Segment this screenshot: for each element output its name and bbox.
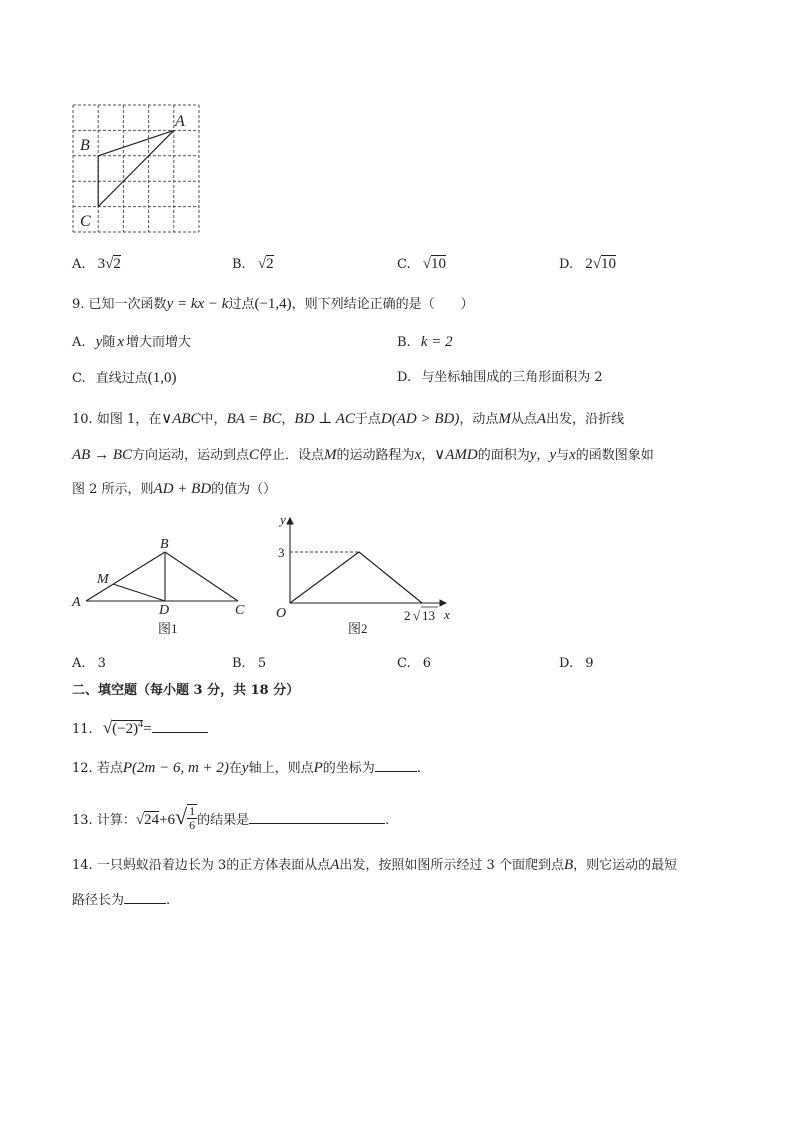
answer-blank[interactable] [152,718,208,733]
option-text: 增大而增大 [126,335,192,350]
q9-option-d[interactable] [397,369,603,387]
radicand: 10 [431,256,446,272]
var-y: y [95,334,103,350]
x-axis-label: x [444,607,450,622]
answer-blank[interactable] [124,889,166,904]
radicand: 10 [600,256,616,272]
label-d: D [159,603,170,618]
x-tick-coef: 2 [404,608,411,623]
fraction [187,804,197,832]
sqrt-sign: √ [135,812,145,828]
q13-text: 的结果是 [197,813,250,828]
q10-math: BD ⊥ AC [294,411,355,427]
segment-md [113,584,165,601]
q12-var: P [313,760,323,776]
q13-period: . [385,813,390,828]
x-tick-radicand: 13 [422,608,435,623]
question-number: 10. [72,412,93,427]
q9-text3: ，则下列结论正确的是（ ） [291,297,474,312]
option-letter: C. [397,656,411,671]
q10-text: 图 2 所示，则 [72,482,154,497]
q11-base: (−2) [112,721,139,737]
series-line [290,552,422,603]
segment-ca [98,130,174,206]
q10-var: y [529,447,537,463]
q9-stem [72,295,474,314]
radicand [112,720,143,737]
option-text: 随 [102,335,116,350]
q10-var: x [569,447,576,463]
q12-period: . [416,761,421,776]
x-tick-sqrt: √ [413,608,421,623]
q10-line2 [72,446,654,465]
option-letter: C. [72,371,86,386]
y-tick-label: 3 [278,545,285,560]
segment-bc [165,552,238,601]
q10-option-a[interactable] [72,655,106,673]
option-value: 6 [422,656,432,671]
q12-text: 的坐标为 [322,761,375,776]
sqrt-sign: √ [175,804,188,829]
label-c: C [80,213,91,230]
option-text: 与坐标轴围成的三角形面积为 2 [421,370,603,385]
q10-math: AD + BD [153,481,212,497]
q10-text: 的运动路程为 [336,448,415,463]
label-a: A [72,595,81,610]
q10-math: ∨ABC [161,411,201,427]
figure-caption: 图1 [158,621,178,636]
q13 [72,803,390,832]
label-a: A [175,113,185,130]
origin-label: O [276,606,287,621]
q13-plus: +6 [159,812,176,828]
q10-text: ， [536,448,550,463]
label-b: B [160,537,169,552]
q10-line3 [72,480,276,499]
q12-math: P(2m − 6, m + 2) [122,760,229,776]
q8-grid-figure [60,96,210,236]
q10-text: 出发，沿折线 [546,412,625,427]
option-value: 3 [97,656,106,671]
radicand: 2 [266,256,274,272]
q11 [72,716,208,739]
q10-var: M [324,447,337,463]
q9-option-a[interactable] [72,333,191,352]
q10-option-d[interactable] [559,655,594,673]
q10-var: C [249,447,260,463]
q9-point: (−1,4) [254,296,292,312]
q10-text: 停止．设点 [259,448,325,463]
q10-text: ， [421,448,435,463]
sqrt-sign: √ [422,256,431,272]
q14-line1 [72,856,677,875]
option-formula: k = 2 [420,334,453,350]
q13-text: 计算： [96,813,136,828]
q14-text: ，则它运动的最短 [573,858,678,873]
label-m: M [97,572,109,587]
q10-text: ， [281,412,295,427]
q9-option-b[interactable] [397,333,453,352]
q10-var: x [414,447,422,463]
q10-figure-2-chart [270,510,460,645]
q9-text2: 过点 [228,297,255,312]
q10-text: 的函数图象如 [575,448,654,463]
q9-formula: y = kx − k [166,296,229,312]
option-letter: D. [559,656,574,671]
q10-math: BA = BC [226,411,282,427]
option-letter: A. [72,656,86,671]
q8-option-d[interactable] [559,255,616,274]
q10-option-c[interactable] [397,655,431,673]
q10-math: ∨AMD [434,447,478,463]
radicand: 2 [113,256,121,272]
option-letter: B. [397,335,411,350]
q12-text: 在 [228,761,242,776]
label-b: B [80,137,90,154]
question-number: 14. [72,858,93,873]
q10-text: 与 [556,448,570,463]
q8-option-b[interactable] [232,255,274,274]
numerator: 1 [189,803,196,818]
q14-var: B [563,857,574,873]
q10-figure-1 [66,532,262,644]
question-number: 9. [72,297,85,312]
option-letter: A. [72,335,86,350]
coef: 2 [585,256,593,272]
q11-exponent: 4 [138,719,144,730]
q10-var: M [498,411,511,427]
label-c: C [235,603,245,618]
q12-text: 若点 [96,761,123,776]
answer-blank[interactable] [375,757,417,772]
q10-math: D(AD > BD) [380,411,460,427]
option-point: (1,0) [147,370,177,386]
q10-math: AB → BC [72,447,132,463]
question-number: 11. [72,722,93,737]
q14-var: A [330,857,340,873]
q9-option-c[interactable] [72,369,177,388]
q14-line2 [72,889,170,910]
q10-text: 的面积为 [477,448,530,463]
figure-caption: 图2 [348,621,368,636]
q8-option-a[interactable] [72,255,121,274]
question-number: 12. [72,761,93,776]
sqrt-sign: √ [257,256,267,272]
q10-option-b[interactable] [232,655,266,673]
radicand: 24 [144,812,160,828]
option-letter: D. [559,257,574,272]
q14-text: 路径长为 [72,893,125,908]
q10-text: 如图 1，在 [96,412,162,427]
option-letter: B. [232,656,246,671]
q10-text: 于点 [354,412,381,427]
q10-var: A [536,411,547,427]
sqrt-sign: √ [592,256,601,272]
option-value: 9 [585,656,594,671]
q10-text: 方向运动，运动到点 [132,448,250,463]
question-number: 13. [72,813,93,828]
denominator: 6 [189,817,196,832]
segment-ab [98,130,174,155]
sqrt-sign: √ [105,256,114,272]
q10-text: ，动点 [459,412,499,427]
q10-text: 的值为（） [211,482,277,497]
option-letter: D. [397,370,412,385]
q8-option-c[interactable] [397,255,446,274]
option-value: 5 [257,656,267,671]
q14-text: 出发，按照如图所示经过 3 个面爬到点 [339,858,564,873]
q14-period: . [166,893,171,908]
q12-var: y [241,760,249,776]
q10-var: y [549,447,557,463]
q9-text1: 已知一次函数 [88,297,167,312]
q10-text: 从点 [510,412,537,427]
option-letter: C. [397,257,411,272]
q10-text: 中， [200,412,227,427]
option-letter: A. [72,257,86,272]
answer-blank[interactable] [249,809,385,824]
q12-text: 轴上，则点 [248,761,314,776]
equals: = [143,721,152,737]
var-x: x [117,334,125,350]
sqrt-sign: √ [102,718,113,737]
q10-line1 [72,410,624,429]
coef: 3 [97,256,106,272]
option-letter: B. [232,257,246,272]
q14-text: 一只蚂蚁沿着边长为 3的正方体表面从点 [96,858,331,873]
q12 [72,757,421,778]
y-axis-label: y [280,512,286,527]
section-title: 二、填空题（每小题 3 分，共 18 分） [72,683,300,698]
option-text: 直线过点 [95,371,148,386]
